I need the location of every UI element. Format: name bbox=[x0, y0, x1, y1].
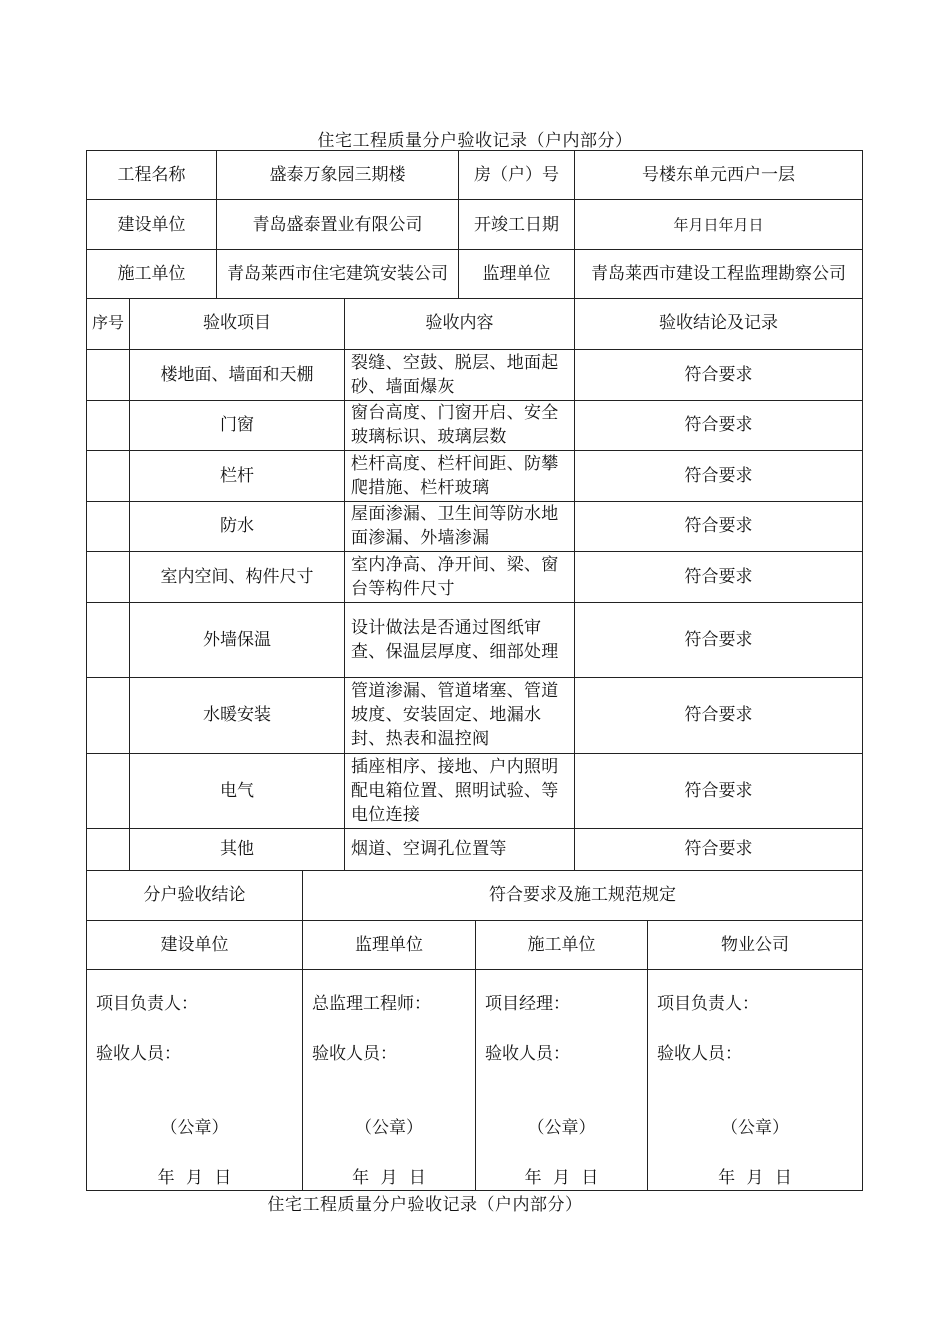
item-content: 裂缝、空鼓、脱层、地面起砂、墙面爆灰 bbox=[345, 349, 575, 400]
seal-text: （公章） bbox=[721, 1118, 789, 1138]
dates-value: 年月日年月日 bbox=[575, 200, 863, 250]
builder-label: 建设单位 bbox=[87, 200, 217, 250]
table-row bbox=[87, 551, 863, 602]
org-builder: 建设单位 bbox=[87, 921, 303, 970]
item-seq bbox=[87, 828, 130, 870]
item-name: 电气 bbox=[130, 753, 345, 828]
inspection-items-table bbox=[86, 298, 863, 871]
room-label: 房（户）号 bbox=[459, 151, 575, 200]
signature-block-property bbox=[648, 970, 863, 1191]
item-content: 烟道、空调孔位置等 bbox=[345, 828, 575, 870]
summary-value: 符合要求及施工规范规定 bbox=[303, 870, 863, 920]
header-result: 验收结论及记录 bbox=[575, 298, 863, 349]
signature-block-constructor bbox=[476, 970, 648, 1191]
date-text: 年 月 日 bbox=[718, 1168, 792, 1188]
items-header-row bbox=[87, 298, 863, 349]
item-seq bbox=[87, 450, 130, 501]
org-supervisor: 监理单位 bbox=[303, 921, 476, 970]
item-seq bbox=[87, 602, 130, 677]
table-row bbox=[87, 753, 863, 828]
item-seq bbox=[87, 677, 130, 753]
project-info-table bbox=[86, 150, 863, 299]
header-seq: 序号 bbox=[87, 298, 130, 349]
summary-label: 分户验收结论 bbox=[87, 870, 303, 920]
signature-block-builder bbox=[87, 970, 303, 1191]
item-name: 其他 bbox=[130, 828, 345, 870]
item-result: 符合要求 bbox=[575, 501, 863, 551]
signature-line-leader: 项目负责人： bbox=[657, 994, 759, 1014]
table-row bbox=[87, 501, 863, 551]
item-name: 防水 bbox=[130, 501, 345, 551]
item-result: 符合要求 bbox=[575, 551, 863, 602]
item-seq bbox=[87, 349, 130, 400]
project-name-value: 盛泰万象园三期楼 bbox=[217, 151, 459, 200]
item-result: 符合要求 bbox=[575, 753, 863, 828]
header-item: 验收项目 bbox=[130, 298, 345, 349]
constructor-value: 青岛莱西市住宅建筑安装公司 bbox=[217, 250, 459, 299]
item-name: 楼地面、墙面和天棚 bbox=[130, 349, 345, 400]
page-title: 住宅工程质量分户验收记录（户内部分） bbox=[317, 131, 633, 151]
item-seq bbox=[87, 400, 130, 450]
signature-line-inspector: 验收人员： bbox=[312, 1044, 397, 1064]
footer-title: 住宅工程质量分户验收记录（户内部分） bbox=[267, 1195, 583, 1215]
item-name: 室内空间、构件尺寸 bbox=[130, 551, 345, 602]
table-row bbox=[87, 349, 863, 400]
item-result: 符合要求 bbox=[575, 450, 863, 501]
org-property: 物业公司 bbox=[648, 921, 863, 970]
table-row bbox=[87, 602, 863, 677]
constructor-label: 施工单位 bbox=[87, 250, 217, 299]
signature-line-inspector: 验收人员： bbox=[96, 1044, 181, 1064]
item-seq bbox=[87, 551, 130, 602]
summary-table bbox=[86, 870, 863, 921]
item-result: 符合要求 bbox=[575, 400, 863, 450]
item-content: 室内净高、净开间、梁、窗台等构件尺寸 bbox=[345, 551, 575, 602]
date-text: 年 月 日 bbox=[352, 1168, 426, 1188]
signature-line-leader: 总监理工程师： bbox=[312, 994, 431, 1014]
item-result: 符合要求 bbox=[575, 602, 863, 677]
item-name: 水暖安装 bbox=[130, 677, 345, 753]
item-name: 门窗 bbox=[130, 400, 345, 450]
seal-text: （公章） bbox=[527, 1118, 596, 1138]
header-content: 验收内容 bbox=[345, 298, 575, 349]
item-content: 屋面渗漏、卫生间等防水地面渗漏、外墙渗漏 bbox=[345, 501, 575, 551]
item-content: 管道渗漏、管道堵塞、管道坡度、安装固定、地漏水封、热表和温控阀 bbox=[345, 677, 575, 753]
supervisor-value: 青岛莱西市建设工程监理勘察公司 bbox=[575, 250, 863, 299]
supervisor-label: 监理单位 bbox=[459, 250, 575, 299]
date-text: 年 月 日 bbox=[157, 1168, 232, 1188]
item-result: 符合要求 bbox=[575, 349, 863, 400]
item-seq bbox=[87, 501, 130, 551]
signature-line-leader: 项目负责人： bbox=[96, 994, 198, 1014]
item-seq bbox=[87, 753, 130, 828]
signature-block-supervisor bbox=[303, 970, 476, 1191]
table-row bbox=[87, 677, 863, 753]
table-row bbox=[87, 400, 863, 450]
signature-line-inspector: 验收人员： bbox=[657, 1044, 742, 1064]
table-row bbox=[87, 450, 863, 501]
project-name-label: 工程名称 bbox=[87, 151, 217, 200]
date-text: 年 月 日 bbox=[524, 1168, 599, 1188]
signature-table bbox=[86, 920, 863, 1191]
item-content: 栏杆高度、栏杆间距、防攀爬措施、栏杆玻璃 bbox=[345, 450, 575, 501]
item-name: 栏杆 bbox=[130, 450, 345, 501]
seal-text: （公章） bbox=[355, 1118, 423, 1138]
item-content: 插座相序、接地、户内照明配电箱位置、照明试验、等电位连接 bbox=[345, 753, 575, 828]
seal-text: （公章） bbox=[160, 1118, 229, 1138]
item-result: 符合要求 bbox=[575, 677, 863, 753]
room-value: 号楼东单元西户一层 bbox=[575, 151, 863, 200]
item-content: 设计做法是否通过图纸审查、保温层厚度、细部处理 bbox=[345, 602, 575, 677]
org-constructor: 施工单位 bbox=[476, 921, 648, 970]
dates-label: 开竣工日期 bbox=[459, 200, 575, 250]
builder-value: 青岛盛泰置业有限公司 bbox=[217, 200, 459, 250]
item-content: 窗台高度、门窗开启、安全玻璃标识、玻璃层数 bbox=[345, 400, 575, 450]
signature-line-leader: 项目经理： bbox=[485, 994, 570, 1014]
item-result: 符合要求 bbox=[575, 828, 863, 870]
item-name: 外墙保温 bbox=[130, 602, 345, 677]
signature-line-inspector: 验收人员： bbox=[485, 1044, 570, 1064]
table-row bbox=[87, 828, 863, 870]
